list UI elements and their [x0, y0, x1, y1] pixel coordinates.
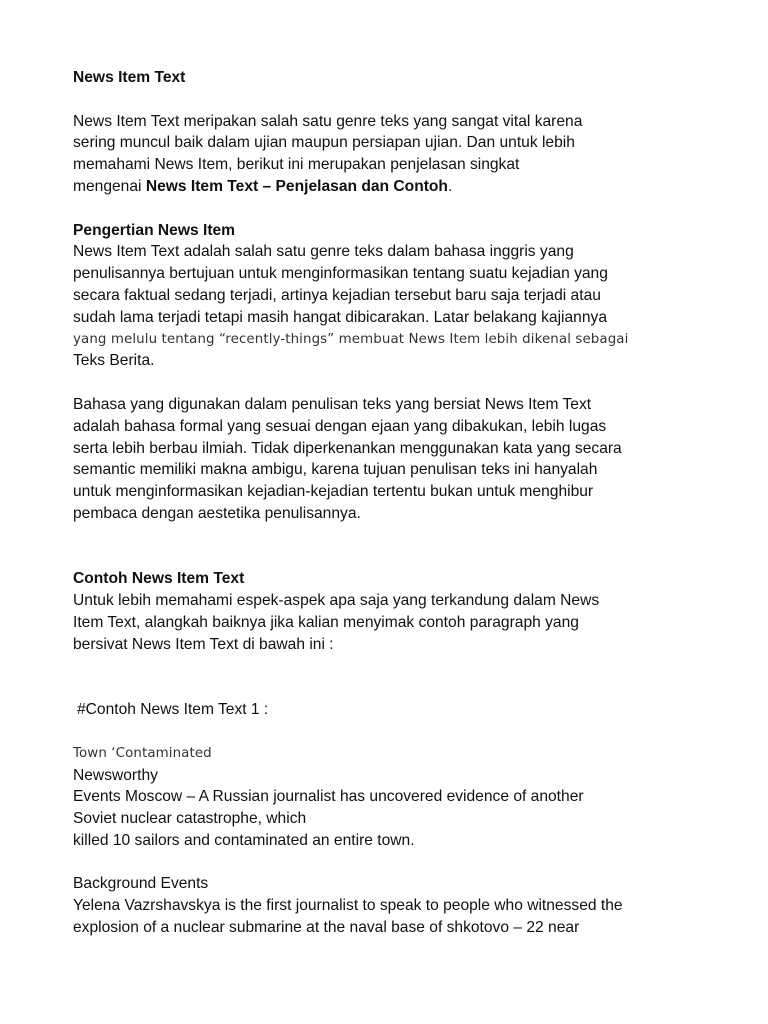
definition-line: News Item Text adalah salah satu genre teks dalam bahasa inggris yang — [73, 243, 574, 261]
spacer — [73, 525, 713, 547]
definition-line: secara faktual sedang terjadi, artinya kejadian tersebut baru saja terjadi atau — [73, 286, 601, 304]
language-line: untuk menginformasikan kejadian-kejadian tertentu bukan untuk menghibur — [73, 483, 594, 501]
example-intro-line: Item Text, alangkah baiknya jika kalian menyimak contoh paragraph yang — [73, 613, 579, 631]
example-heading: Contoh News Item Text — [73, 570, 245, 588]
intro-line: sering muncul baik dalam ujian maupun persiapan ujian. Dan untuk lebih — [73, 134, 575, 152]
example-1-label: #Contoh News Item Text 1 : — [77, 701, 269, 719]
language-line: semantic memiliki makna ambigu, karena tujuan penulisan teks ini hanyalah — [73, 461, 598, 479]
language-line: serta lebih berbau ilmiah. Tidak diperkenankan menggunakan kata yang secara — [73, 439, 622, 457]
spacer — [73, 547, 713, 569]
example-1-background-line: explosion of a nuclear submarine at the naval base of shkotovo – 22 near — [73, 919, 580, 937]
example-1-background-line: Yelena Vazrshavskya is the first journalist to speak to people who witnessed the — [73, 897, 623, 915]
example-section — [73, 568, 713, 655]
example-1 — [73, 699, 713, 939]
example-1-newsworthy: Newsworthy — [73, 766, 158, 784]
language-line: pembaca dengan aestetika penulisannya. — [73, 504, 361, 522]
definition-heading: Pengertian News Item — [73, 221, 236, 239]
intro-suffix: . — [447, 177, 453, 195]
definition-line: Teks Berita. — [73, 352, 155, 370]
definition-line: yang melulu tentang “recently-things” membuat News Item lebih dikenal sebagai — [73, 331, 629, 347]
intro-bold-title: News Item Text – Penjelasan dan Contoh — [145, 177, 448, 195]
example-intro-line: Untuk lebih memahami espek-aspek apa saja yang terkandung dalam News — [73, 592, 600, 610]
language-line: adalah bahasa formal yang sesuai dengan ejaan yang dibakukan, lebih lugas — [73, 417, 607, 435]
example-1-events-line: Soviet nuclear catastrophe, which — [73, 810, 307, 828]
definition-line: penulisannya bertujuan untuk menginformasikan tentang suatu kejadian yang — [73, 265, 608, 283]
spacer — [73, 677, 713, 699]
intro-line: memahami News Item, berikut ini merupakan penjelasan singkat — [73, 156, 520, 174]
intro-paragraph — [73, 111, 713, 198]
spacer — [73, 372, 713, 394]
document-page — [73, 67, 713, 939]
example-1-events-line: Events Moscow – A Russian journalist has uncovered evidence of another — [73, 788, 584, 806]
definition-section — [73, 220, 713, 373]
spacer — [73, 852, 713, 874]
language-line: Bahasa yang digunakan dalam penulisan teks yang bersiat News Item Text — [73, 395, 592, 413]
language-paragraph — [73, 394, 713, 525]
example-intro-line: bersivat News Item Text di bawah ini : — [73, 635, 334, 653]
intro-prefix: mengenai — [73, 177, 146, 195]
spacer — [73, 89, 713, 111]
document-title: News Item Text — [73, 69, 186, 86]
intro-line — [73, 176, 713, 198]
spacer — [73, 721, 713, 743]
example-1-events-line: killed 10 sailors and contaminated an entire town. — [73, 831, 415, 849]
example-1-town: Town ‘Contaminated — [73, 745, 212, 761]
definition-line: sudah lama terjadi tetapi masih hangat dibicarakan. Latar belakang kajiannya — [73, 308, 607, 326]
spacer — [73, 656, 713, 678]
spacer — [73, 198, 713, 220]
intro-line: News Item Text meripakan salah satu genre teks yang sangat vital karena — [73, 112, 583, 130]
example-1-background-heading: Background Events — [73, 875, 209, 893]
